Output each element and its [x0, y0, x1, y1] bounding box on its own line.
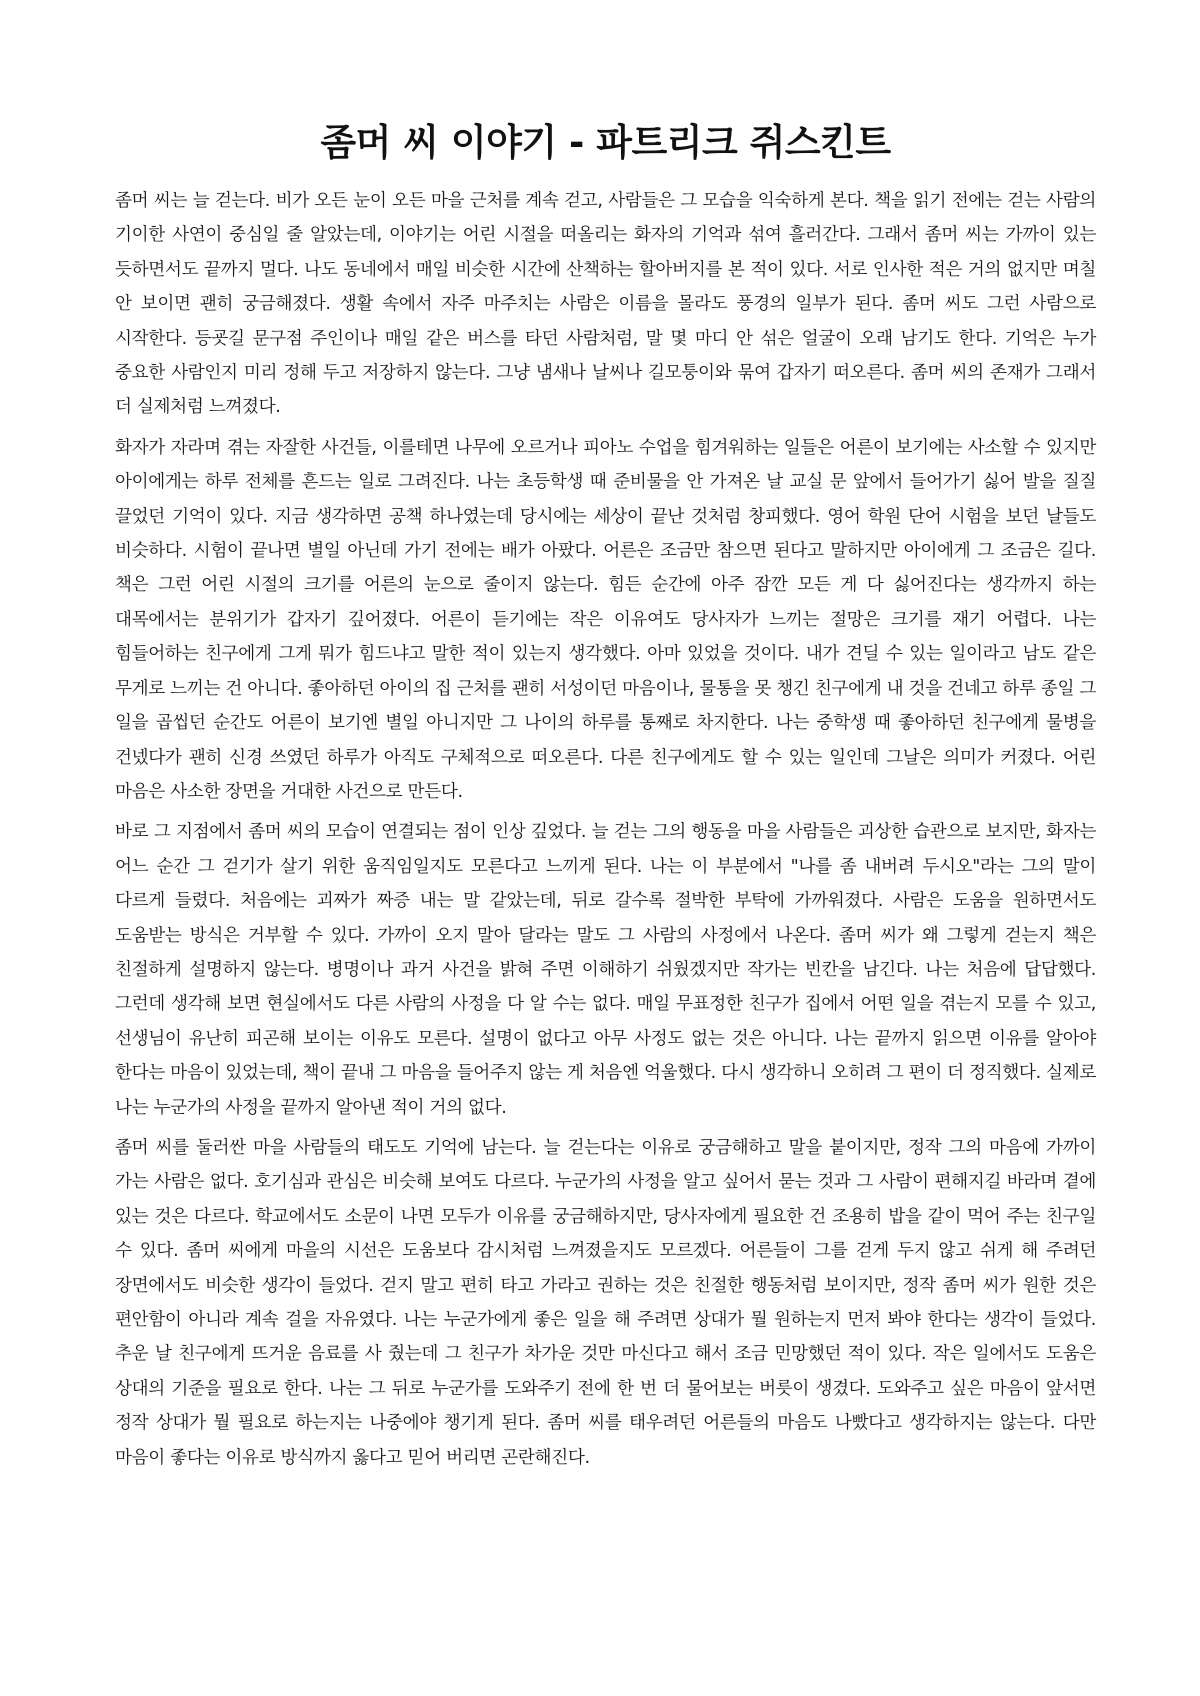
body-paragraph-4: 좀머 씨를 둘러싼 마을 사람들의 태도도 기억에 남는다. 늘 걷는다는 이유로 궁금해하고 말을 붙이지만, 정작 그의 마음에 가까이 가는 사람은 없다. 호기심과 관심은 비슷해 보여도 다르다. 누군가의 사정을 알고 싶어서 묻는 것과 그 사람이 편해지길 바라며 곁에 있는 것은 다르다. 학교에서도 소문이 나면 모두가 이유를 궁금해하지만, 당사자에게 필요한 건 조용히 밥을 같이 먹어 주는 친구일 수 있다. 좀머 씨에게 마을의 시선은 도움보다 감시처럼 느껴졌을지도 모르겠다. 어른들이 그를 걷게 두지 않고 쉬게 해 주려던 장면에서도 비슷한 생각이 들었다. 걷지 말고 편히 타고 가라고 권하는 것은 친절한 행동처럼 보이지만, 정작 좀머 씨가 원한 것은 편안함이 아니라 계속 걸을 자유였다. 나는 누군가에게 좋은 일을 해 주려면 상대가 뭘 원하는지 먼저 봐야 한다는 생각이 들었다. 추운 날 친구에게 뜨거운 음료를 사 줬는데 그 친구가 차가운 것만 마신다고 해서 조금 민망했던 적이 있다. 작은 일에서도 도움은 상대의 기준을 필요로 한다. 나는 그 뒤로 누군가를 도와주기 전에 한 번 더 물어보는 버릇이 생겼다. 도와주고 싶은 마음이 앞서면 정작 상대가 뭘 필요로 하는지는 나중에야 챙기게 된다. 좀머 씨를 태우려던 어른들의 마음도 나빴다고 생각하지는 않는다. 다만 마음이 좋다는 이유로 방식까지 옳다고 믿어 버리면 곤란해진다. — [115, 1137, 1096, 1468]
body-paragraph-3: 바로 그 지점에서 좀머 씨의 모습이 연결되는 점이 인상 깊었다. 늘 걷는 그의 행동을 마을 사람들은 괴상한 습관으로 보지만, 화자는 어느 순간 그 걷기가 살기 위한 움직임일지도 모른다고 느끼게 된다. 나는 이 부분에서 "나를 좀 내버려 두시오"라는 그의 말이 다르게 들렸다. 처음에는 괴짜가 짜증 내는 말 같았는데, 뒤로 갈수록 절박한 부탁에 가까워졌다. 사람은 도움을 원하면서도 도움받는 방식은 거부할 수 있다. 가까이 오지 말아 달라는 말도 그 사람의 사정에서 나온다. 좀머 씨가 왜 그렇게 걷는지 책은 친절하게 설명하지 않는다. 병명이나 과거 사건을 밝혀 주면 이해하기 쉬웠겠지만 작가는 빈칸을 남긴다. 나는 처음에 답답했다. 그런데 생각해 보면 현실에서도 다른 사람의 사정을 다 알 수는 없다. 매일 무표정한 친구가 집에서 어떤 일을 겪는지 모를 수 있고, 선생님이 유난히 피곤해 보이는 이유도 모른다. 설명이 없다고 아무 사정도 없는 것은 아니다. 나는 끝까지 읽으면 이유를 알아야 한다는 마음이 있었는데, 책이 끝내 그 마음을 들어주지 않는 게 처음엔 억울했다. 다시 생각하니 오히려 그 편이 더 정직했다. 실제로 나는 누군가의 사정을 끝까지 알아낸 적이 거의 없다. — [115, 822, 1097, 1118]
document-title: 좀머 씨 이야기 - 파트리크 쥐스킨트 — [320, 121, 891, 164]
body-paragraph-1: 좀머 씨는 늘 걷는다. 비가 오든 눈이 오든 마을 근처를 계속 걷고, 사람들은 그 모습을 익숙하게 본다. 책을 읽기 전에는 걷는 사람의 기이한 사연이 중심일 줄 알았는데, 이야기는 어린 시절을 떠올리는 화자의 기억과 섞여 흘러간다. 그래서 좀머 씨는 가까이 있는 듯하면서도 끝까지 멀다. 나도 동네에서 매일 비슷한 시간에 산책하는 할아버지를 본 적이 있다. 서로 인사한 적은 거의 없지만 며칠 안 보이면 괜히 궁금해졌다. 생활 속에서 자주 마주치는 사람은 이름을 몰라도 풍경의 일부가 된다. 좀머 씨도 그런 사람으로 시작한다. 등굣길 문구점 주인이나 매일 같은 버스를 타던 사람처럼, 말 몇 마디 안 섞은 얼굴이 오래 남기도 한다. 기억은 누가 중요한 사람인지 미리 정해 두고 저장하지 않는다. 그냥 냄새나 날씨나 길모퉁이와 묶여 갑자기 떠오른다. 좀머 씨의 존재가 그래서 더 실제처럼 느껴졌다. — [115, 191, 1096, 418]
body-paragraph-2: 화자가 자라며 겪는 자잘한 사건들, 이를테면 나무에 오르거나 피아노 수업을 힘겨워하는 일들은 어른이 보기에는 사소할 수 있지만 아이에게는 하루 전체를 흔드는 일로 그려진다. 나는 초등학생 때 준비물을 안 가져온 날 교실 문 앞에서 들어가기 싫어 발을 질질 끌었던 기억이 있다. 지금 생각하면 공책 하나였는데 당시에는 세상이 끝난 것처럼 창피했다. 영어 학원 단어 시험을 보던 날들도 비슷하다. 시험이 끝나면 별일 아닌데 가기 전에는 배가 아팠다. 어른은 조금만 참으면 된다고 말하지만 아이에게 그 조금은 길다. 책은 그런 어린 시절의 크기를 어른의 눈으로 줄이지 않는다. 힘든 순간에 아주 잠깐 모든 게 다 싫어진다는 생각까지 하는 대목에서는 분위기가 갑자기 깊어졌다. 어른이 듣기에는 작은 이유여도 당사자가 느끼는 절망은 크기를 재기 어렵다. 나는 힘들어하는 친구에게 그게 뭐가 힘드냐고 말한 적이 있는지 생각했다. 아마 있었을 것이다. 내가 견딜 수 있는 일이라고 남도 같은 무게로 느끼는 건 아니다. 좋아하던 아이의 집 근처를 괜히 서성이던 마음이나, 물통을 못 챙긴 친구에게 내 것을 건네고 하루 종일 그 일을 곱씹던 순간도 어른이 보기엔 별일 아니지만 그 나이의 하루를 통째로 차지한다. 나는 중학생 때 좋아하던 친구에게 물병을 건넸다가 괜히 신경 쓰였던 하루가 아직도 구체적으로 떠오른다. 다른 친구에게도 할 수 있는 일인데 그날은 의미가 커졌다. 어린 마음은 사소한 장면을 거대한 사건으로 만든다. — [115, 437, 1096, 802]
